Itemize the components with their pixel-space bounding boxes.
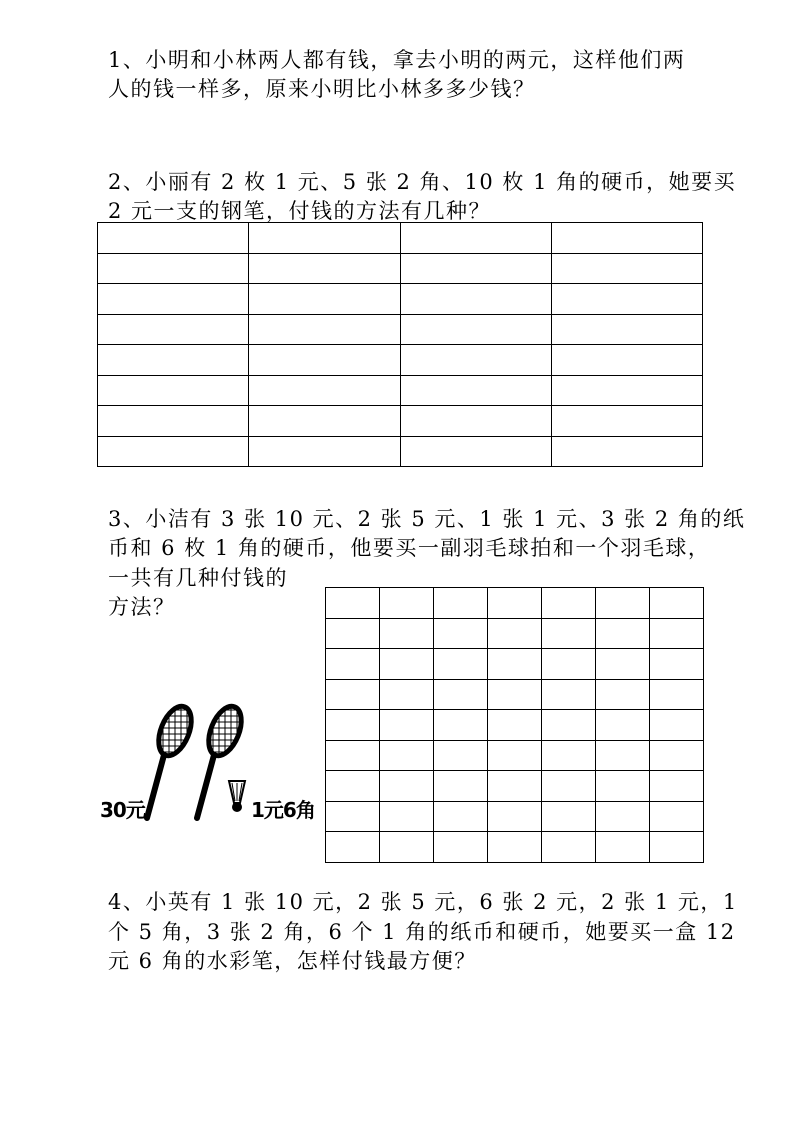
shuttlecock-icon	[229, 781, 245, 812]
q3-grid-cell	[434, 710, 488, 741]
q3-grid-cell	[326, 801, 380, 832]
q3-grid-cell	[326, 618, 380, 649]
q3-grid-cell	[650, 649, 704, 680]
q3-grid-cell	[650, 740, 704, 771]
q1-line-2: 人的钱一样多，原来小明比小林多多少钱？	[108, 77, 536, 101]
q2-grid-cell	[249, 406, 400, 437]
q3-grid-cell	[596, 618, 650, 649]
racket-1-icon	[147, 700, 198, 818]
q3-grid-cell	[380, 801, 434, 832]
q2-grid-cell	[400, 406, 551, 437]
q3-grid-cell	[542, 771, 596, 802]
q3-grid-cell	[650, 710, 704, 741]
q3-grid-cell	[650, 832, 704, 863]
q4-line-1: 4、小英有 1 张 10 元，2 张 5 元，6 张 2 元，2 张 1 元，1	[108, 890, 738, 914]
q3-grid-cell	[542, 588, 596, 619]
q3-grid-cell	[488, 588, 542, 619]
q3-grid-cell	[596, 710, 650, 741]
q4-line-2: 个 5 角，3 张 2 角，6 个 1 角的纸币和硬币，她要买一盒 12	[108, 920, 736, 944]
q3-grid-cell	[434, 588, 488, 619]
q2-grid-cell	[98, 375, 249, 406]
q3-line-2: 币和 6 枚 1 角的硬币，他要买一副羽毛球拍和一个羽毛球，	[108, 536, 711, 560]
q2-grid-cell	[249, 284, 400, 315]
q2-grid-cell	[400, 436, 551, 467]
q2-grid-row	[98, 284, 703, 315]
q2-grid-row	[98, 436, 703, 467]
q3-grid-row	[326, 832, 704, 863]
q2-grid-cell	[400, 253, 551, 284]
q3-grid-cell	[542, 832, 596, 863]
q3-grid-cell	[542, 801, 596, 832]
q3-grid-cell	[380, 618, 434, 649]
q2-grid-cell	[551, 406, 702, 437]
q3-grid-cell	[488, 832, 542, 863]
q2-grid-cell	[98, 406, 249, 437]
q2-grid-cell	[400, 375, 551, 406]
q2-grid-row	[98, 406, 703, 437]
q2-grid-cell	[551, 436, 702, 467]
q3-grid-cell	[380, 771, 434, 802]
q3-grid-cell	[650, 801, 704, 832]
q3-grid-cell	[380, 679, 434, 710]
q3-line-4: 方法？	[108, 595, 176, 619]
q3-grid-cell	[596, 801, 650, 832]
q2-grid-row	[98, 253, 703, 284]
q3-grid-cell	[488, 679, 542, 710]
q3-grid-cell	[542, 679, 596, 710]
q3-line-1: 3、小洁有 3 张 10 元、2 张 5 元、1 张 1 元、3 张 2 角的纸	[108, 507, 746, 531]
q2-answer-grid	[97, 222, 703, 467]
q2-grid-cell	[400, 314, 551, 345]
q3-grid-cell	[488, 649, 542, 680]
q2-grid-cell	[249, 375, 400, 406]
q3-answer-grid	[325, 587, 704, 863]
q3-grid-cell	[488, 710, 542, 741]
q2-grid-cell	[400, 284, 551, 315]
racket-price-label: 30元	[100, 798, 145, 822]
q3-grid-cell	[434, 771, 488, 802]
q2-grid-cell	[249, 253, 400, 284]
q3-grid-cell	[596, 588, 650, 619]
q3-grid-cell	[326, 832, 380, 863]
q2-grid-row	[98, 223, 703, 254]
q3-grid-cell	[434, 801, 488, 832]
q3-grid-row	[326, 588, 704, 619]
q2-grid-cell	[98, 253, 249, 284]
q2-grid-cell	[249, 345, 400, 376]
q3-grid-cell	[650, 588, 704, 619]
q1-line-1: 1、小明和小林两人都有钱，拿去小明的两元，这样他们两	[108, 48, 686, 72]
q2-grid-cell	[98, 284, 249, 315]
q3-grid-row	[326, 710, 704, 741]
q2-grid-row	[98, 375, 703, 406]
q3-grid-row	[326, 679, 704, 710]
q2-grid-cell	[400, 223, 551, 254]
q3-grid-cell	[596, 679, 650, 710]
q3-grid-cell	[542, 649, 596, 680]
q2-grid-cell	[551, 375, 702, 406]
q2-grid-cell	[98, 314, 249, 345]
q2-grid-cell	[249, 314, 400, 345]
q3-grid-cell	[326, 740, 380, 771]
q3-grid-cell	[596, 771, 650, 802]
q3-line-3: 一共有几种付钱的	[108, 566, 288, 590]
q2-grid-row	[98, 345, 703, 376]
q3-grid-cell	[542, 618, 596, 649]
q4-line-3: 元 6 角的水彩笔，怎样付钱最方便？	[108, 949, 477, 973]
q2-grid-cell	[98, 436, 249, 467]
q3-grid-cell	[326, 710, 380, 741]
q3-grid-cell	[380, 588, 434, 619]
q2-grid-cell	[551, 223, 702, 254]
q3-grid-cell	[650, 771, 704, 802]
q3-grid-row	[326, 618, 704, 649]
q3-grid-cell	[380, 832, 434, 863]
q3-grid-cell	[488, 740, 542, 771]
q3-grid-row	[326, 801, 704, 832]
q3-grid-cell	[326, 771, 380, 802]
q3-grid-cell	[380, 740, 434, 771]
shuttlecock-price-label: 1元6角	[251, 798, 315, 822]
q2-line-1: 2、小丽有 2 枚 1 元、5 张 2 角、10 枚 1 角的硬币，她要买	[108, 170, 737, 194]
q3-grid-cell	[596, 740, 650, 771]
q3-grid-row	[326, 649, 704, 680]
q3-grid-cell	[596, 832, 650, 863]
q3-grid-cell	[380, 710, 434, 741]
q3-grid-cell	[488, 618, 542, 649]
q3-grid-cell	[542, 740, 596, 771]
q2-grid-cell	[98, 223, 249, 254]
q3-grid-cell	[650, 618, 704, 649]
q2-grid-cell	[551, 284, 702, 315]
q2-grid-cell	[400, 345, 551, 376]
q3-grid-cell	[434, 679, 488, 710]
q2-grid-cell	[249, 436, 400, 467]
q2-grid-cell	[551, 314, 702, 345]
q3-grid-cell	[488, 771, 542, 802]
q2-line-2: 2 元一支的钢笔，付钱的方法有几种？	[108, 199, 492, 223]
q3-grid-cell	[326, 588, 380, 619]
q2-grid-cell	[551, 345, 702, 376]
q3-grid-cell	[650, 679, 704, 710]
q3-grid-row	[326, 740, 704, 771]
q3-grid-row	[326, 771, 704, 802]
q3-grid-cell	[434, 649, 488, 680]
q3-grid-cell	[434, 832, 488, 863]
q3-grid-cell	[434, 740, 488, 771]
q2-grid-cell	[249, 223, 400, 254]
q3-grid-cell	[596, 649, 650, 680]
q2-grid-cell	[551, 253, 702, 284]
q3-grid-cell	[488, 801, 542, 832]
q3-grid-cell	[326, 679, 380, 710]
q2-grid-row	[98, 314, 703, 345]
q2-grid-cell	[98, 345, 249, 376]
q3-grid-cell	[434, 618, 488, 649]
q3-grid-cell	[380, 649, 434, 680]
q3-grid-cell	[326, 649, 380, 680]
q3-grid-cell	[542, 710, 596, 741]
